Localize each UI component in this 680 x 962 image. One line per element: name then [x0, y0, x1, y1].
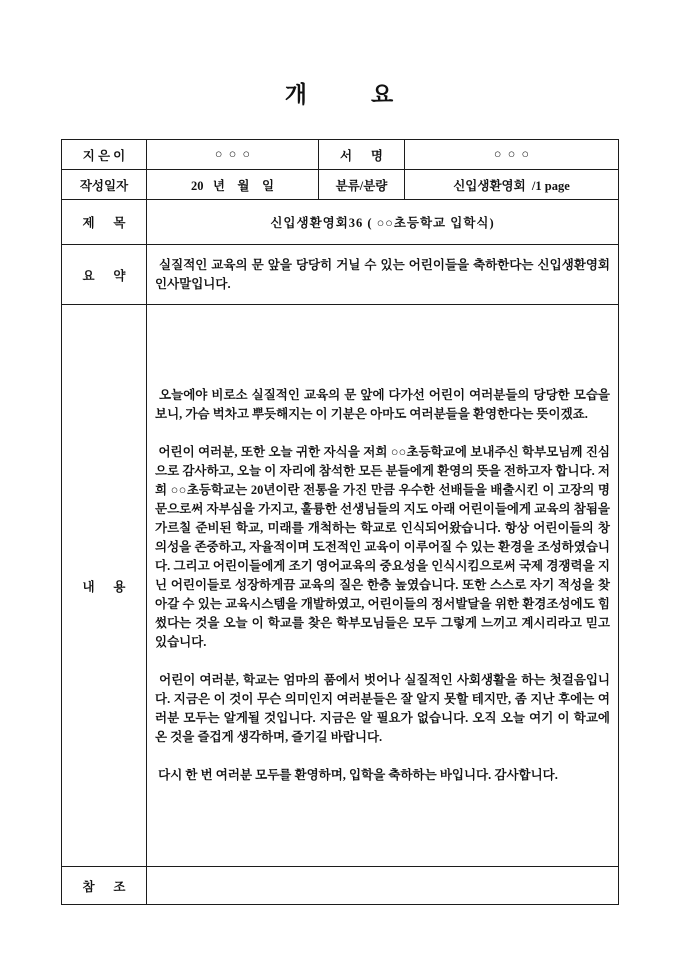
booktitle-label-cell: 서 명 [319, 140, 405, 170]
row-reference [62, 867, 619, 905]
booktitle-value-cell: ○ ○ ○ [405, 140, 619, 170]
summary-value-cell: 실질적인 교육의 문 앞을 당당히 거닐 수 있는 어린이들을 축하한다는 신입생환영회인사말입니다. [147, 245, 619, 305]
author-value-cell: ○ ○ ○ [147, 140, 319, 170]
subject-label-cell: 제 목 [62, 200, 147, 245]
reference-value-cell [147, 867, 619, 905]
row-author-book [62, 140, 619, 170]
date-value-cell: 20 년 월 일 [147, 170, 319, 200]
subject-value-cell: 신입생환영회36 ( ○○초등학교 입학식) [147, 200, 619, 245]
date-label-cell: 작성일자 [62, 170, 147, 200]
content-value-cell: 오늘에야 비로소 실질적인 교육의 문 앞에 다가선 어린이 여러분들의 당당한 모습을 보니, 가슴 벅차고 뿌듯해지는 이 기분은 아마도 여러분들을 환영한다는 뜻이겠죠. 어린이 여러분, 또한 오늘 귀한 자식을 저희 ○○초등학교에 보내주신 학부모님께 진심으로 감사하고, 오늘 이 자리에 참석한 모든 분들에게 환영의 뜻을 전하고자 합니다. 저희 ○○초등학교는 20년이란 전통을 가진 만큼 우수한 선배들을 배출시킨 이 고장의 명문으로써 자부심을 가지고, 훌륭한 선생님들의 지도 아래 어린이들에게 교육의 참됨을 가르칠 준비된 학교, 미래를 개척하는 학교로 인식되어왔습니다. 항상 어린이들의 창의성을 존중하고, 자율적이며 도전적인 교육이 이루어질 수 있는 환경을 조성하였습니다. 그리고 어린이들에게 조기 영어교육의 중요성을 인식시킴으로써 국제 경쟁력을 지닌 어린이들로 성장하게끔 교육의 질은 한층 높였습니다. 또한 스스로 자기 적성을 찾아갈 수 있는 교육시스템을 개발하였고, 어린이들의 정서발달을 위한 환경조성에도 힘썼다는 것을 오늘 이 학교를 찾은 학부모님들은 모두 그렇게 느끼고 계시리라고 믿고있습니다. 어린이 여러분, 학교는 엄마의 품에서 벗어나 실질적인 사회생활을 하는 첫걸음입니다. 지금은 이 것이 무슨 의미인지 여러분들은 잘 알지 못할 테지만, 좀 지난 후에는 여러분 모두는 알게될 것입니다. 지금은 알 필요가 없습니다. 오직 오늘 여기 이 학교에 온 것을 즐겁게 생각하며, 즐기길 바랍니다. 다시 한 번 여러분 모두를 환영하며, 입학을 축하하는 바입니다. 감사합니다. [147, 305, 619, 867]
author-label-cell: 지 은 이 [62, 140, 147, 170]
category-value-cell: 신입생환영회 /1 page [405, 170, 619, 200]
row-subject [62, 200, 619, 245]
category-label-cell: 분류/분량 [319, 170, 405, 200]
row-content [62, 305, 619, 867]
content-label-cell: 내 용 [62, 305, 147, 867]
summary-label-cell: 요 약 [62, 245, 147, 305]
row-date-category [62, 170, 619, 200]
reference-label-cell: 참 조 [62, 867, 147, 905]
doc-title: 개 요 [284, 82, 396, 107]
row-summary [62, 245, 619, 305]
overview-table [61, 139, 619, 905]
